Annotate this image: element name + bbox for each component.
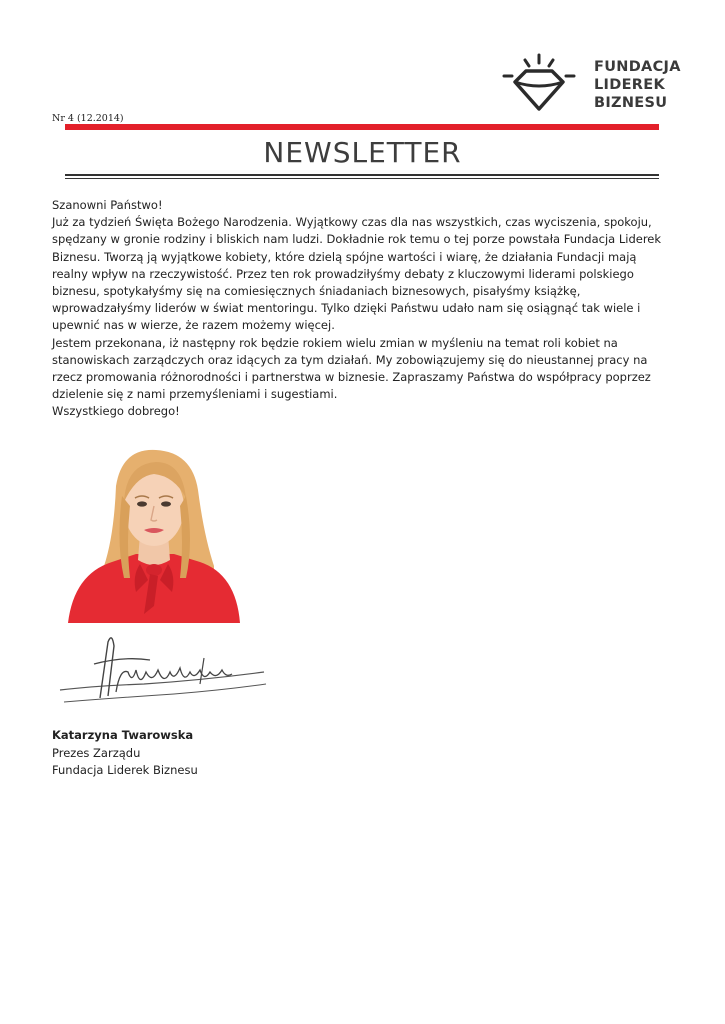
diamond-logo-icon (500, 52, 578, 114)
newsletter-title: NEWSLETTER (263, 136, 462, 169)
title-rule (65, 174, 659, 176)
signer-organization: Fundacja Liderek Biznesu (52, 763, 198, 777)
logo-wordmark (594, 58, 681, 112)
letter-greeting: Szanowni Państwo! (52, 198, 163, 212)
letter-paragraph: Już za tydzień Święta Bożego Narodzenia. Wyjątkowy czas dla nas wszystkich, czas wyciszenia, spokoju, spędzany w gronie rodziny i bliskich nam ludzi. Dokładnie rok temu o tej porze powstała Fundacja Liderek Biznesu. Tworzą ją wyjątkowe kobiety, które dzielą spójne wartości i wiarę, że działania Fundacji mają realny wpływ na rzeczywistość. Przez ten rok prowadziłyśmy debaty z kluczowymi liderami polskiego biznesu, spotykałyśmy się na comiesięcznych śniadaniach biznesowych, pisałyśmy książkę, wprowadzałyśmy liderów w świat mentoringu. Tylko dzięki Państwu udało nam się osiągnąć tak wiele i upewnić nas w wierze, że razem możemy więcej. (52, 215, 662, 333)
logo-line-2: LIDEREK (594, 77, 665, 93)
handwritten-signature (54, 628, 268, 708)
foundation-logo (500, 52, 690, 114)
signer-name: Katarzyna Twarowska (52, 728, 194, 742)
letter-closing: Wszystkiego dobrego! (52, 404, 180, 419)
portrait-photo (64, 446, 242, 623)
logo-line-1: FUNDACJA (594, 59, 681, 75)
letter-body (52, 197, 672, 421)
signer-role: Prezes Zarządu (52, 745, 141, 760)
logo-line-3: BIZNESU (594, 95, 668, 111)
issue-number: Nr 4 (12.2014) (52, 113, 124, 124)
title-rule-thin (65, 178, 659, 179)
red-accent-bar (65, 124, 659, 130)
signature-block (52, 727, 198, 780)
letter-paragraph: Jestem przekonana, iż następny rok będzie rokiem wielu zmian w myśleniu na temat roli kobiet na stanowiskach zarządczych oraz idących za tym działań. My zobowiązujemy się do nieustannej pracy na rzecz promowania różnorodności i partnerstwa w biznesie. Zapraszamy Państwa do współpracy poprzez dzielenie się z nami przemyśleniami i sugestiami. (52, 335, 651, 402)
